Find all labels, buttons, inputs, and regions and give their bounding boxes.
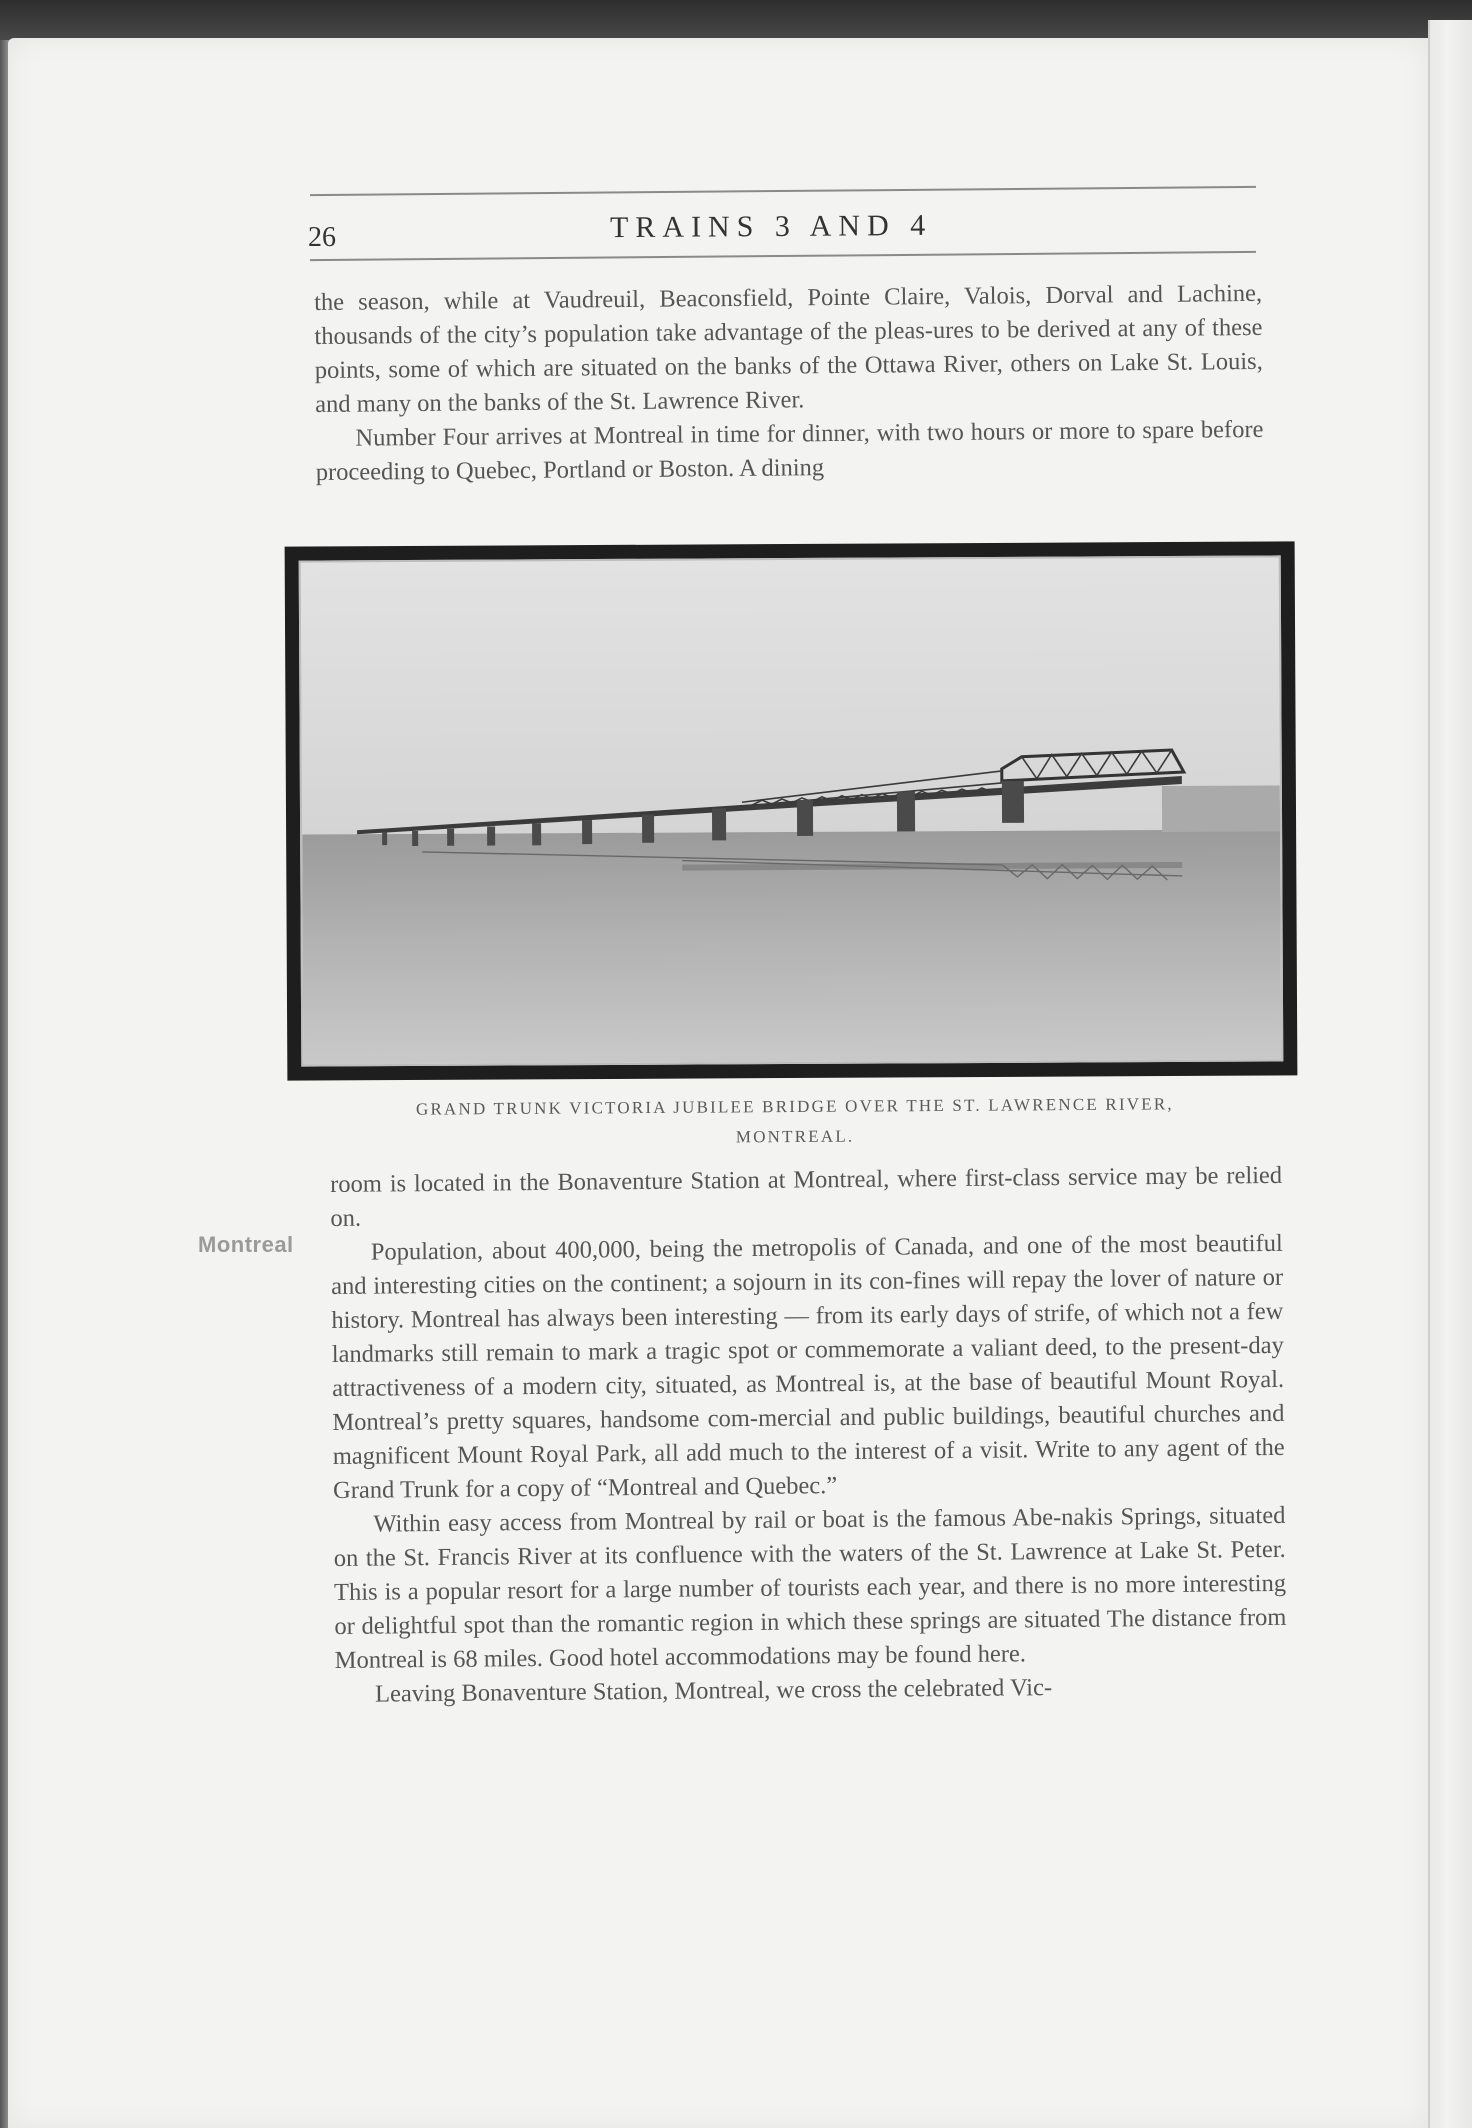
next-page-edge [1428, 20, 1472, 2128]
body-text-bottom [330, 1159, 1287, 1712]
figure-caption [330, 1089, 1260, 1155]
caption-line-1: GRAND TRUNK VICTORIA JUBILEE BRIDGE OVER THE ST. LAWRENCE RIVER, [415, 1094, 1174, 1119]
running-title: TRAINS 3 AND 4 [609, 208, 933, 245]
paragraph: Leaving Bonaventure Station, Montreal, we cross the celebrated Vic- [374, 1674, 1053, 1708]
scan-background-top [0, 0, 1472, 42]
page-number: 26 [308, 222, 336, 253]
paragraph: room is located in the Bonaventure Station at Montreal, where first-class service may be relied on. [330, 1161, 1283, 1232]
photo-image [299, 555, 1284, 1066]
margin-note-montreal: Montreal [198, 1232, 294, 1257]
caption-line-2: MONTREAL. [735, 1126, 855, 1147]
paragraph: Number Four arrives at Montreal in time for dinner, with two hours or more to spare before proceeding to Quebec, Portland or Boston. A dining [315, 415, 1264, 486]
paragraph: Within easy access from Montreal by rail or boat is the famous Abe-nakis Springs, situated on the St. Francis River at its confluence with the waters of the St. Lawrence at Lake St. Peter. This is a popular resort for a large number of tourists each year, and there is no more interesting or delightful spot than the romantic region in which these springs are situated The distance from Montreal is 68 miles. Good hotel accommodations may be found here. [333, 1501, 1287, 1674]
paragraph: Population, about 400,000, being the metropolis of Canada, and one of the most beautiful and interesting cities on the continent; a sojourn in its con-fines will repay the lover of nature or history. Montreal has always been interesting — from its early days of strife, of which not a few landmarks still remain to mark a tragic spot or commemorate a valiant deed, to the present-day attractiveness of a modern city, situated, as Montreal is, at the base of beautiful Mount Royal. Montreal’s pretty squares, handsome com-mercial and public buildings, beautiful churches and magnificent Mount Royal Park, all add much to the interest of a visit. Write to any agent of the Grand Trunk for a copy of “Montreal and Quebec.” [331, 1229, 1285, 1504]
bridge-illustration [301, 557, 1282, 1064]
paragraph: the season, while at Vaudreuil, Beaconsfield, Pointe Claire, Valois, Dorval and Lachine, thousands of the city’s population take advantage of the pleas-ures to be derived at any of these points, some of which are situated on the banks of the Ottawa River, others on Lake St. Louis, and many on the banks of the St. Lawrence River. [314, 279, 1263, 418]
bridge-photograph [285, 541, 1298, 1080]
body-text-top [314, 277, 1264, 490]
